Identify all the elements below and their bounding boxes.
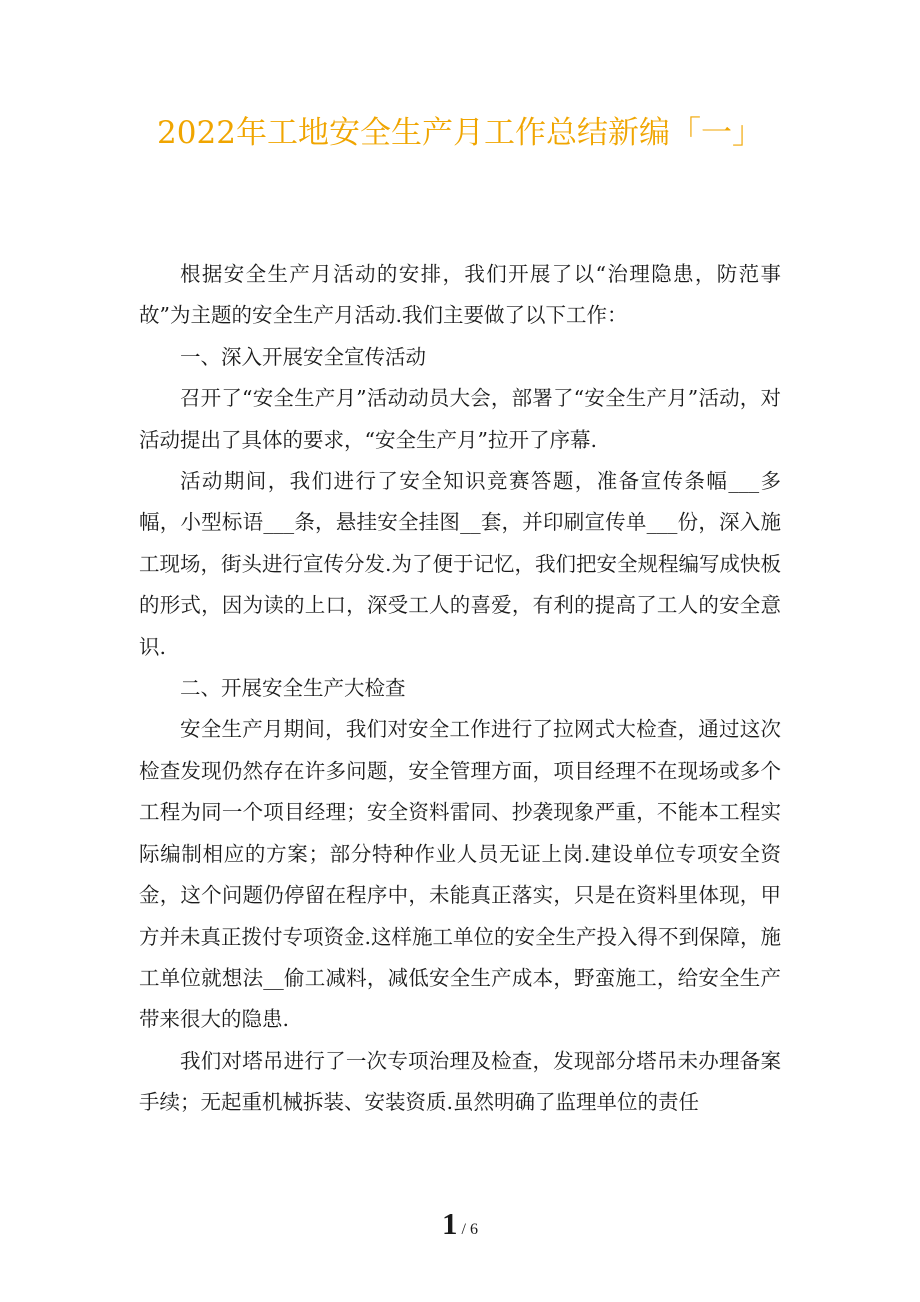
page-separator: /: [461, 1221, 466, 1238]
page-number: [0, 1206, 920, 1242]
section-heading-1: 一、深入开展安全宣传活动: [180, 344, 426, 369]
paragraph: 召开了“安全生产月”活动动员大会，部署了“安全生产月”活动，对活动提出了具体的要求，“安全生产月”拉开了序幕.: [139, 386, 781, 452]
paragraph: 安全生产月期间，我们对安全工作进行了拉网式大检查，通过这次检查发现仍然存在许多问题，安全管理方面，项目经理不在现场或多个工程为同一个项目经理；安全资料雷同、抄袭现象严重，不能本工程实际编制相应的方案；部分特种作业人员无证上岗.建设单位专项安全资金，这个问题仍停留在程序中，未能真正落实，只是在资料里体现，甲方并未真正拨付专项资金.这样施工单位的安全生产投入得不到保障，施工单位就想法__偷工减料，减低安全生产成本，野蛮施工，给安全生产带来很大的隐患.: [139, 717, 782, 1032]
paragraph: 我们对塔吊进行了一次专项治理及检查，发现部分塔吊未办理备案手续；无起重机械拆装、安装资质.虽然明确了监理单位的责任: [139, 1048, 781, 1115]
paragraph: 活动期间，我们进行了安全知识竞赛答题，准备宣传条幅___多幅，小型标语___条，悬挂安全挂图__套，并印刷宣传单___份，深入施工现场，街头进行宣传分发.为了便于记忆，我们把安全规程编写成快板的形式，因为读的上口，深受工人的喜爱，有利的提高了工人的安全意识.: [139, 469, 782, 659]
document-body: [139, 254, 781, 1124]
document-title: 2022年工地安全生产月工作总结新编「一」: [157, 115, 763, 151]
section-heading-2: 二、开展安全生产大检查: [180, 676, 406, 701]
current-page-number: 1: [442, 1206, 458, 1241]
paragraph-intro: 根据安全生产月活动的安排，我们开展了以“治理隐患，防范事故”为主题的安全生产月活动.我们主要做了以下工作：: [139, 262, 781, 328]
total-pages: 6: [469, 1221, 478, 1238]
